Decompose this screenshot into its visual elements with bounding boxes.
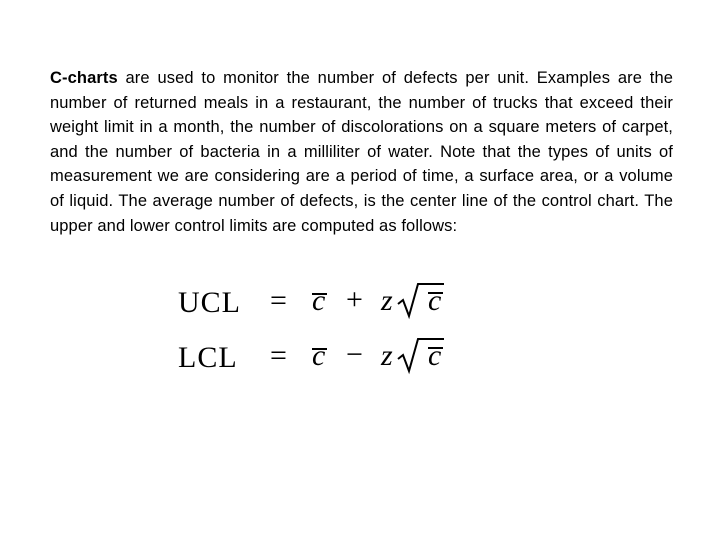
radicand-c: c	[428, 284, 442, 317]
body-paragraph	[50, 66, 673, 238]
plus-sign: +	[346, 283, 363, 316]
equals-sign: =	[270, 339, 287, 372]
ucl-label: UCL	[178, 286, 241, 319]
radicand-c: c	[428, 339, 442, 372]
body-text: are used to monitor the number of defects per unit. Examples are the number of returned meals in a restaurant, the number of trucks that exceed their weight limit in a month, the number of discolorations on a square meters of carpet, and the number of bacteria in a milliliter of water. Note that the types of units of measurement we are considering are a period of time, a surface area, or a volume of liquid. The average number of defects, is the center line of the control chart. The upper and lower control limits are computed as follows:	[50, 69, 673, 235]
ucl-formula	[178, 283, 478, 326]
c-bar: c	[312, 339, 326, 372]
c-bar: c	[312, 284, 326, 317]
z-variable: z	[381, 284, 393, 317]
z-variable: z	[381, 339, 393, 372]
c-charts-term: C-charts	[50, 69, 118, 87]
lcl-label: LCL	[178, 341, 238, 374]
minus-sign: −	[346, 338, 363, 371]
equals-sign: =	[270, 284, 287, 317]
lcl-formula	[178, 338, 478, 381]
